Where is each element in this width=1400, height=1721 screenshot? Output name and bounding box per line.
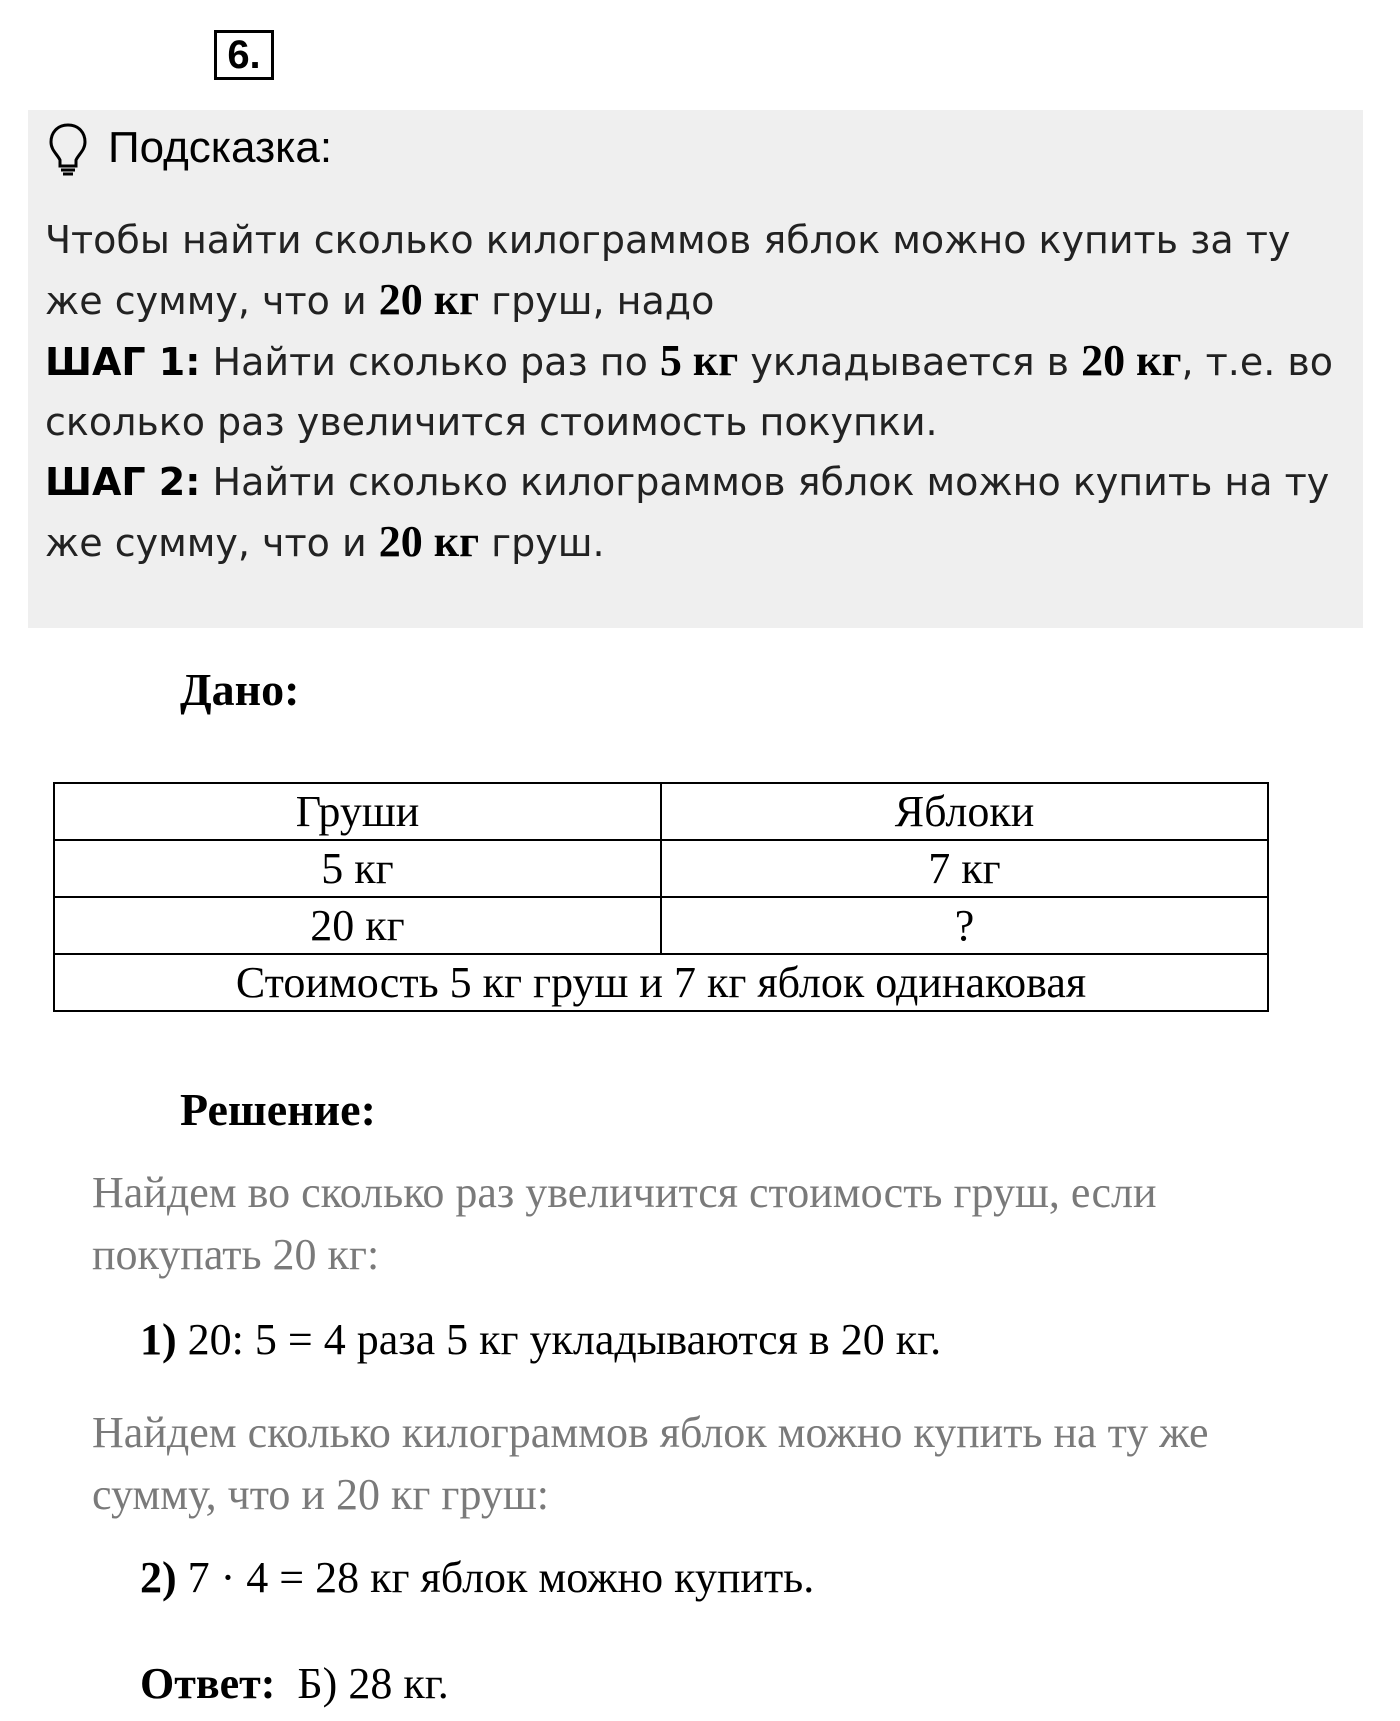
hint-line — [45, 331, 1345, 392]
table-footer-cell: Стоимость 5 кг груш и 7 кг яблок одинаковая — [54, 954, 1268, 1011]
step-number: 2) — [140, 1553, 177, 1602]
hint-title: Подсказка: — [108, 123, 333, 172]
step1-text: укладывается в — [738, 340, 1082, 384]
hint-line — [45, 512, 1345, 573]
step1-label: ШАГ 1: — [45, 340, 201, 384]
table-row — [54, 954, 1268, 1011]
given-table — [53, 782, 1269, 1012]
hint-intro-b1: же сумму, что и — [45, 279, 379, 323]
step-number: 1) — [140, 1315, 177, 1364]
answer-value: Б) 28 кг. — [297, 1659, 449, 1708]
hint-line — [45, 210, 1345, 270]
hint-intro-b2: груш, надо — [479, 279, 715, 323]
solution-explain: сумму, что и 20 кг груш: — [92, 1470, 549, 1519]
step1-text: сколько раз увеличится стоимость покупки. — [45, 400, 938, 444]
table-cell: 7 кг — [661, 840, 1268, 897]
step2-text: же сумму, что и — [45, 521, 379, 565]
table-header-cell: Груши — [54, 783, 661, 840]
task-number: 6. — [214, 30, 274, 80]
hint-text — [45, 210, 1345, 573]
hint-line — [45, 452, 1345, 512]
solution-explain: Найдем сколько килограммов яблок можно купить на ту же — [92, 1408, 1209, 1457]
solution-step-1 — [140, 1310, 941, 1370]
lightbulb-icon — [48, 122, 88, 178]
solution-heading: Решение: — [180, 1084, 376, 1135]
step-text: 7 · 4 = 28 кг яблок можно купить. — [176, 1553, 815, 1602]
solution-explain: покупать 20 кг: — [92, 1230, 380, 1279]
step-text: 20: 5 = 4 раза 5 кг укладываются в 20 кг. — [176, 1315, 942, 1364]
table-cell: 5 кг — [54, 840, 661, 897]
step1-text: Найти сколько раз по — [200, 340, 660, 384]
table-row — [54, 840, 1268, 897]
given-heading: Дано: — [180, 664, 300, 715]
hint-value: 20 кг — [1081, 336, 1182, 385]
table-header-cell: Яблоки — [661, 783, 1268, 840]
answer — [140, 1654, 449, 1714]
solution-explain: Найдем во сколько раз увеличится стоимость груш, если — [92, 1168, 1157, 1217]
hint-line — [45, 270, 1345, 331]
table-cell: ? — [661, 897, 1268, 954]
hint-intro-a: Чтобы найти сколько килограммов яблок можно купить за ту — [45, 218, 1291, 262]
hint-line — [45, 392, 1345, 452]
table-row — [54, 783, 1268, 840]
solution-step-2 — [140, 1548, 814, 1608]
hint-value: 20 кг — [378, 275, 480, 324]
answer-label: Ответ: — [140, 1659, 276, 1708]
step2-text: Найти сколько килограммов яблок можно купить на ту — [200, 460, 1330, 504]
step2-label: ШАГ 2: — [45, 460, 201, 504]
table-row — [54, 897, 1268, 954]
table-cell: 20 кг — [54, 897, 661, 954]
step1-text: , т.е. во — [1181, 340, 1334, 384]
hint-value: 20 кг — [378, 517, 480, 566]
step2-text: груш. — [479, 521, 605, 565]
hint-value: 5 кг — [659, 336, 739, 385]
